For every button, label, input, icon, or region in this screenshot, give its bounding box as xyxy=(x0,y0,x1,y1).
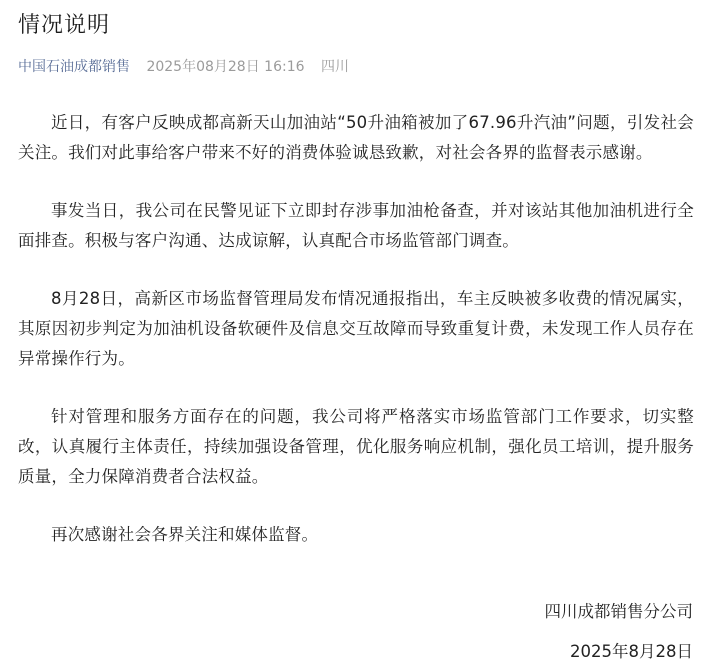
paragraph-2: 事发当日，我公司在民警见证下立即封存涉事加油枪备查，并对该站其他加油机进行全面排查。积极与客户沟通、达成谅解，认真配合市场监管部门调查。 xyxy=(18,201,694,250)
publish-region: 四川 xyxy=(320,59,349,75)
paragraph-1: 近日，有客户反映成都高新天山加油站“50升油箱被加了67.96升汽油”问题，引发社会关注。我们对此事给客户带来不好的消费体验诚恳致歉，对社会各界的监督表示感谢。 xyxy=(18,113,694,162)
paragraph-3: 8月28日，高新区市场监督管理局发布情况通报指出，车主反映被多收费的情况属实，其原因初步判定为加油机设备软硬件及信息交互故障而导致重复计费，未发现工作人员存在异常操作行为。 xyxy=(18,289,694,368)
signature-date: 2025年8月28日 xyxy=(570,642,693,661)
article-title: 情况说明 xyxy=(18,13,111,38)
signature-block xyxy=(545,592,694,672)
article-meta xyxy=(18,56,349,78)
account-name-link[interactable]: 中国石油成都销售 xyxy=(18,59,130,75)
publish-time: 2025年08月28日 16:16 xyxy=(146,59,305,75)
article-body xyxy=(18,108,694,550)
paragraph-4: 针对管理和服务方面存在的问题，我公司将严格落实市场监管部门工作要求，切实整改，认真履行主体责任，持续加强设备管理，优化服务响应机制，强化员工培训，提升服务质量，全力保障消费者合法权益。 xyxy=(18,407,694,486)
paragraph-5: 再次感谢社会各界关注和媒体监督。 xyxy=(51,525,319,544)
signature-org: 四川成都销售分公司 xyxy=(544,602,693,621)
